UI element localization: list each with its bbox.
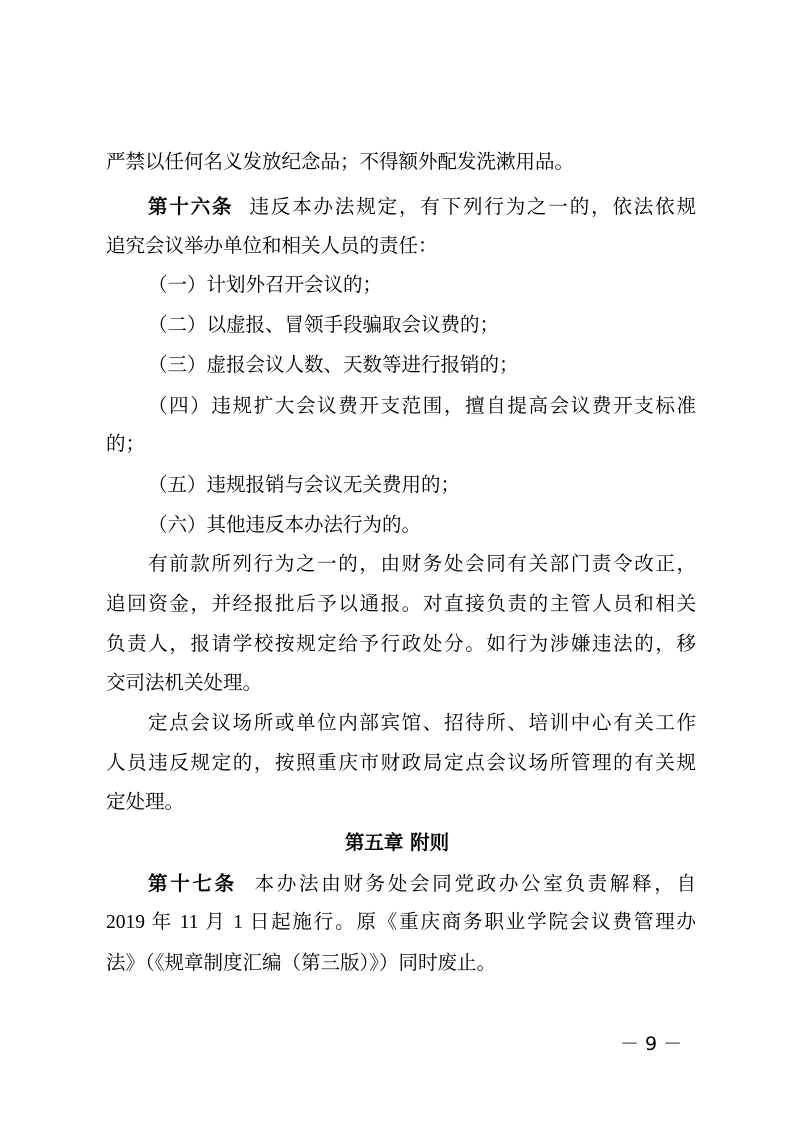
article-17-text: 本办法由财务处会同党政办公室负责解释，自 (254, 872, 696, 895)
list-item: （三）虚报会议人数、天数等进行报销的； (148, 353, 519, 376)
text-line: 严禁以任何名义发放纪念品；不得额外配发洗漱用品。 (106, 150, 575, 173)
list-item: （五）违规报销与会议无关费用的； (148, 473, 461, 496)
list-item: （四）违规扩大会议费开支范围，擅自提高会议费开支标准 (148, 394, 696, 417)
text-line: 负责人，报请学校按规定给予行政处分。如行为涉嫌违法的，移 (106, 632, 696, 655)
list-item: （一）计划外召开会议的； (148, 273, 383, 296)
text-line: 有前款所列行为之一的，由财务处会同有关部门责令改正， (148, 552, 696, 575)
article-16-text: 违反本办法规定，有下列行为之一的，依法依规 (249, 195, 696, 218)
page-number: － 9 － (620, 1033, 683, 1055)
article-17-label: 第十七条 (148, 872, 237, 895)
text-line: 追回资金，并经报批后予以通报。对直接负责的主管人员和相关 (106, 592, 696, 615)
text-line: 交司法机关处理。 (106, 671, 263, 694)
list-item: （六）其他违反本办法行为的。 (148, 513, 422, 536)
text-line: 2019 年 11 月 1 日起施行。原《重庆商务职业学院会议费管理办 (106, 912, 696, 933)
article-16-label: 第十六条 (148, 195, 234, 218)
list-item: （二）以虚报、冒领手段骗取会议费的； (148, 313, 500, 336)
article-17-line (148, 872, 696, 896)
text-line: 人员违反规定的，按照重庆市财政局定点会议场所管理的有关规 (106, 751, 696, 774)
text-line: 追究会议举办单位和相关人员的责任： (106, 234, 438, 257)
article-16-line (148, 195, 696, 219)
chapter-heading: 第五章 附则 (344, 831, 450, 854)
text-line: 定点会议场所或单位内部宾馆、招待所、培训中心有关工作 (148, 711, 696, 734)
text-line: 法》（《规章制度汇编（第三版）》）同时废止。 (106, 951, 497, 974)
text-line: 的； (106, 432, 146, 455)
text-line: 定处理。 (106, 790, 185, 813)
